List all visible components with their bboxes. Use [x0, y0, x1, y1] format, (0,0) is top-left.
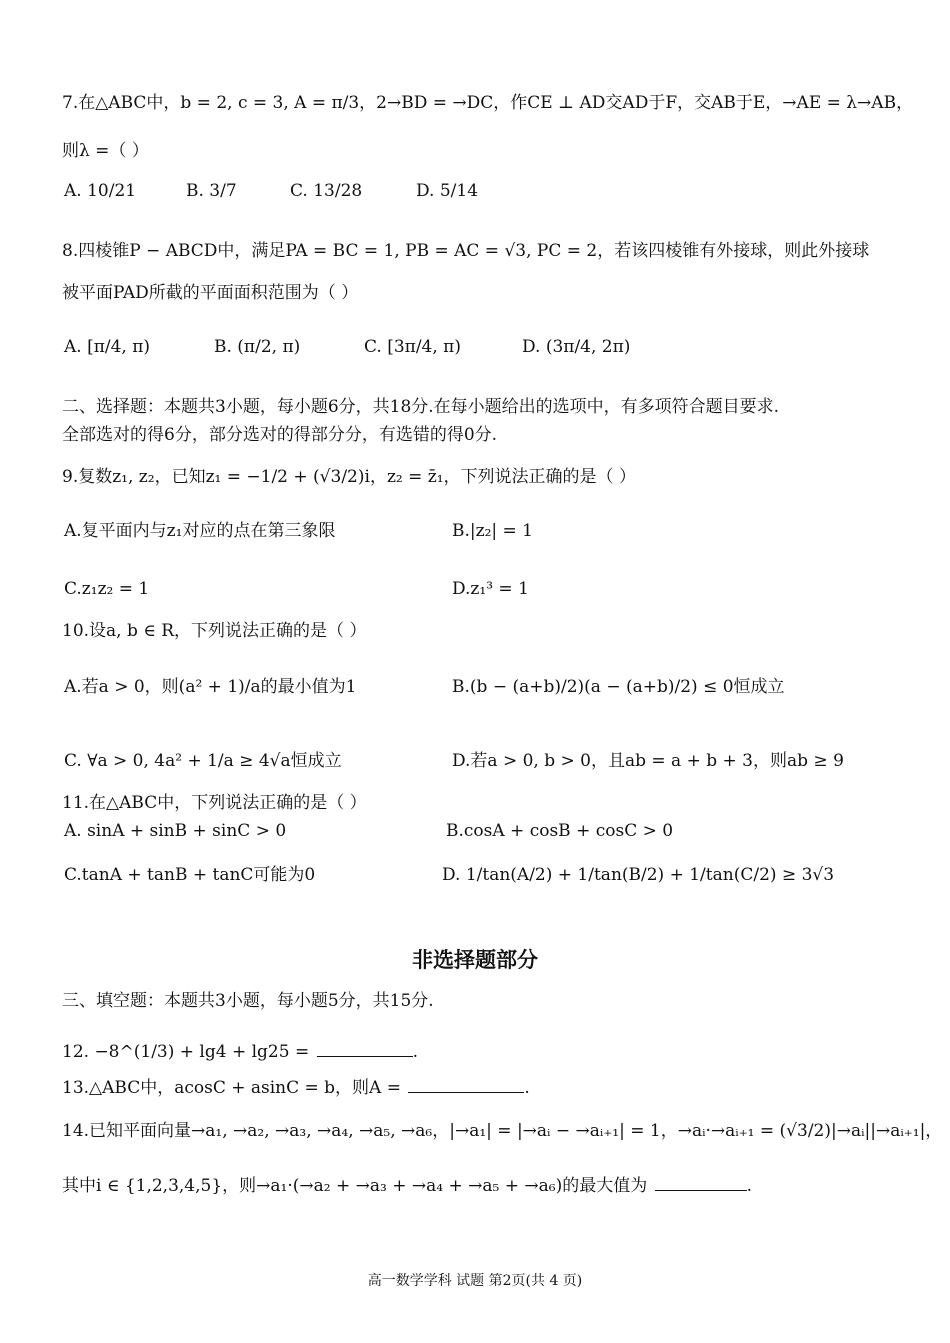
section2-line1: 二、选择题：本题共3小题，每小题6分，共18分.在每小题给出的选项中，有多项符合题目要求. [62, 397, 780, 417]
section3-heading: 三、填空题：本题共3小题，每小题5分，共15分. [62, 991, 434, 1011]
q8-option-a: A. [π/4, π) [64, 337, 151, 357]
q8-option-b: B. (π/2, π) [214, 337, 301, 357]
q7-ask: 则λ =（ ） [62, 141, 149, 161]
q14-line1: 14.已知平面向量→a₁, →a₂, →a₃, →a₄, →a₅, →a₆，|→a₁| = |→aᵢ − →aᵢ₊₁| = 1，→aᵢ·→aᵢ₊₁ = (√3/2)|→aᵢ||→aᵢ₊₁|， [62, 1121, 943, 1141]
q7-option-a: A. 10/21 [64, 181, 137, 201]
q9-option-c: C.z₁z₂ = 1 [64, 579, 150, 599]
q9-option-d: D.z₁³ = 1 [452, 579, 529, 599]
section2-line2: 全部选对的得6分，部分选对的得部分分，有选错的得0分. [62, 425, 498, 445]
q11-option-d: D. 1/tan(A/2) + 1/tan(B/2) + 1/tan(C/2) ≥ 3√3 [442, 865, 835, 885]
q10-stem: 10.设a, b ∈ R，下列说法正确的是（ ） [62, 621, 367, 641]
q9-stem: 9.复数z₁, z₂，已知z₁ = −1/2 + (√3/2)i，z₂ = z̄₁，下列说法正确的是（ ） [62, 467, 636, 487]
q13 [62, 1076, 920, 1099]
q14-end: . [746, 1176, 753, 1196]
q10-option-b: B.(b − (a+b)/2)(a − (a+b)/2) ≤ 0恒成立 [452, 677, 785, 697]
q11-option-b: B.cosA + cosB + cosC > 0 [446, 821, 674, 841]
q13-text: 13.△ABC中，acosC + asinC = b，则A = [62, 1078, 401, 1098]
page-footer: 高一数学学科 试题 第2页(共 4 页) [367, 1273, 583, 1289]
q13-answer-blank[interactable] [408, 1076, 524, 1093]
q12 [62, 1040, 920, 1063]
q14-line2-wrap [62, 1174, 920, 1197]
q12-answer-blank[interactable] [317, 1040, 413, 1057]
q8-option-d: D. (3π/4, 2π) [522, 337, 631, 357]
q7-option-d: D. 5/14 [416, 181, 479, 201]
q14-line2: 其中i ∈ {1,2,3,4,5}，则→a₁·(→a₂ + →a₃ + →a₄ + →a₅ + →a₆)的最大值为 [62, 1176, 648, 1196]
q7-option-c: C. 13/28 [290, 181, 363, 201]
q13-end: . [524, 1078, 530, 1098]
q8-ask: 被平面PAD所截的平面面积范围为（ ） [62, 283, 359, 303]
q14-answer-blank[interactable] [655, 1174, 747, 1191]
q9-option-a: A.复平面内与z₁对应的点在第三象限 [64, 521, 336, 541]
q10-option-a: A.若a > 0，则(a² + 1)/a的最小值为1 [64, 677, 357, 697]
part-title: 非选择题部分 [412, 948, 538, 972]
q11-stem: 11.在△ABC中，下列说法正确的是（ ） [62, 793, 367, 813]
q7-stem: 7.在△ABC中，b = 2, c = 3, A = π/3，2→BD = →DC，作CE ⊥ AD交AD于F，交AB于E，→AE = λ→AB， [62, 93, 914, 113]
q12-end: . [412, 1042, 419, 1062]
q8-stem: 8.四棱锥P − ABCD中，满足PA = BC = 1, PB = AC = √3, PC = 2，若该四棱锥有外接球，则此外接球 [62, 241, 870, 261]
q7-option-b: B. 3/7 [186, 181, 237, 201]
q9-option-b: B.|z₂| = 1 [452, 521, 533, 541]
q8-option-c: C. [3π/4, π) [364, 337, 461, 357]
q10-option-c: C. ∀a > 0, 4a² + 1/a ≥ 4√a恒成立 [64, 751, 342, 771]
q11-option-c: C.tanA + tanB + tanC可能为0 [64, 865, 316, 885]
q11-option-a: A. sinA + sinB + sinC > 0 [64, 821, 287, 841]
q12-text: 12. −8^(1/3) + lg4 + lg25 = [62, 1042, 310, 1062]
q10-option-d: D.若a > 0, b > 0，且ab = a + b + 3，则ab ≥ 9 [452, 751, 844, 771]
